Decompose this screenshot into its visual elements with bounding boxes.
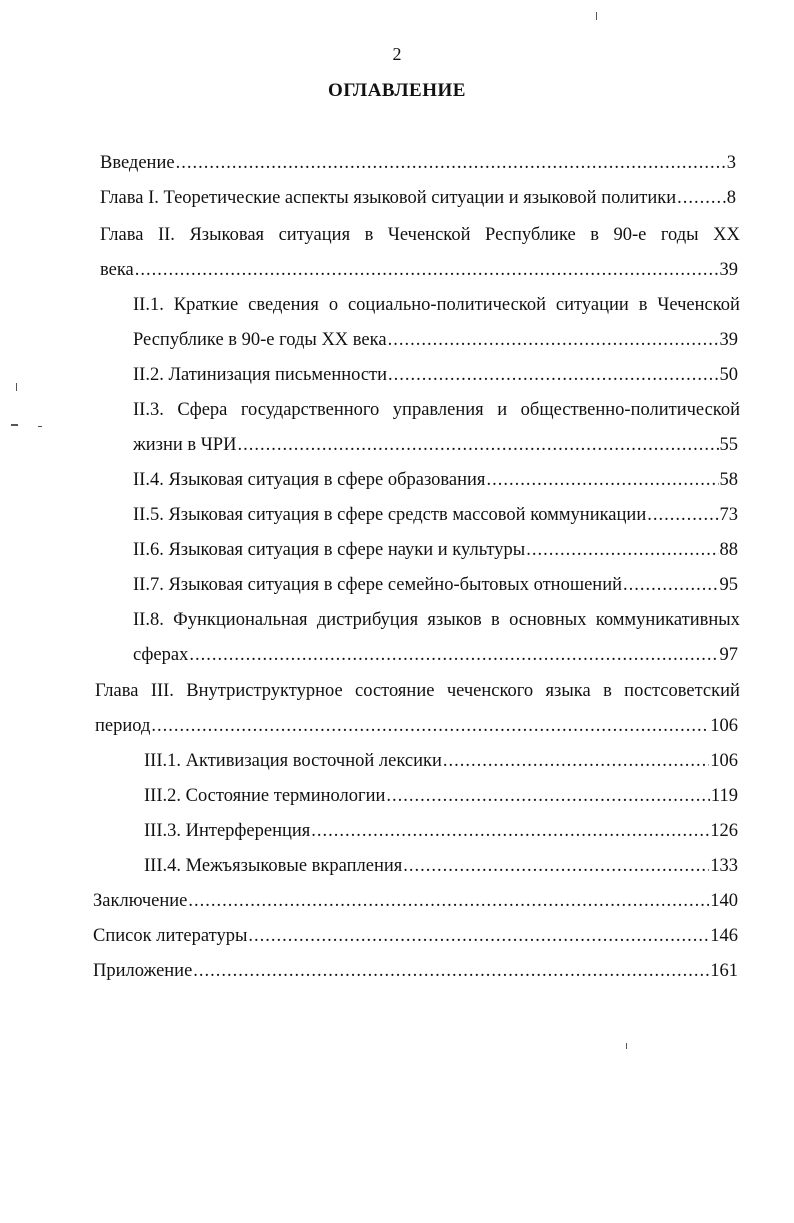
toc-page-number: 58 [719,470,738,490]
word: в [491,610,500,630]
leader-dots [526,535,718,565]
toc-page-number: 55 [719,435,738,455]
toc-entry-section-2-4[interactable] [133,465,738,495]
toc-title: ОГЛАВЛЕНИЕ [328,80,466,101]
toc-page-number: 106 [710,751,738,771]
word: ситуация [278,225,351,245]
toc-entry-section-2-3[interactable] [133,395,740,425]
toc-page-number: 73 [719,505,738,525]
toc-entry-label: период [95,716,151,736]
word: Республике [485,225,576,245]
word: общественно-политической [520,400,740,420]
toc-page-number: 8 [726,188,736,208]
toc-entry-section-2-7[interactable] [133,570,738,600]
word: дистрибуция [316,610,419,630]
toc-entry-label: Глава I. Теоретические аспекты языковой ситуации и языковой политики [100,188,677,208]
leader-dots [237,430,718,460]
leader-dots [311,816,709,846]
toc-entry-label: III.1. Активизация восточной лексики [144,751,442,771]
toc-entry-label: II.4. Языковая ситуация в сфере образования [133,470,486,490]
toc-entry-label: II.5. Языковая ситуация в сфере средств массовой коммуникации [133,505,647,525]
leader-dots [176,148,726,178]
scan-speck [16,383,17,391]
toc-entry-label: жизни в ЧРИ [133,435,237,455]
toc-entry-chapter-2[interactable] [100,220,740,250]
toc-entry-label: Введение [100,153,175,173]
word: Глава [100,225,144,245]
toc-entry-section-3-3[interactable] [144,816,738,846]
toc-entry-label: Приложение [93,961,193,981]
toc-entry-appendix[interactable] [93,956,738,986]
toc-page-number: 88 [719,540,738,560]
leader-dots [623,570,719,600]
word: и [497,400,508,420]
word: постсоветский [624,681,740,701]
toc-entry-label: Республике в 90-е годы XX века [133,330,387,350]
toc-page-number: 3 [726,153,736,173]
toc-entry-chapter-1[interactable] [100,183,736,213]
toc-entry-chapter-3-cont[interactable] [95,711,738,741]
leader-dots [193,956,709,986]
page-number: 2 [392,44,402,64]
word: чеченского [446,681,534,701]
toc-page-number: 161 [710,961,738,981]
toc-entry-label: II.2. Латинизация письменности [133,365,388,385]
word: Сфера [177,400,228,420]
word: языка [545,681,591,701]
toc-page-number: 97 [719,645,738,665]
word: состояние [355,681,435,701]
toc-entry-label: II.6. Языковая ситуация в сфере науки и культуры [133,540,526,560]
leader-dots [189,640,718,670]
word: коммуникативных [595,610,740,630]
word: государственного [240,400,380,420]
toc-entry-section-2-5[interactable] [133,500,738,530]
scan-speck [11,424,18,426]
word: ситуации [555,295,629,315]
toc-entry-section-2-8[interactable] [133,605,740,635]
toc-page-number: 106 [710,716,738,736]
toc-entry-label: Список литературы [93,926,248,946]
word: Функциональная [173,610,308,630]
word: Чеченской [387,225,471,245]
word: основных [509,610,587,630]
toc-entry-section-3-1[interactable] [144,746,738,776]
toc-entry-section-2-3-cont[interactable] [133,430,738,460]
word: управления [392,400,484,420]
leader-dots [388,325,719,355]
leader-dots [188,886,709,916]
toc-entry-section-2-1[interactable] [133,290,740,320]
word: Краткие [173,295,239,315]
leader-dots [248,921,709,951]
word: II.1. [133,295,164,315]
toc-page-number: 126 [710,821,738,841]
word: в [638,295,648,315]
word: в [603,681,612,701]
toc-entry-conclusion[interactable] [93,886,738,916]
toc-entry-label: III.4. Межъязыковые вкрапления [144,856,403,876]
word: III. [150,681,174,701]
word: сведения [248,295,319,315]
toc-entry-introduction[interactable] [100,148,736,178]
scan-speck [38,426,42,427]
leader-dots [386,781,710,811]
leader-dots [403,851,709,881]
word: II.8. [133,610,164,630]
word: Чеченской [657,295,740,315]
word: Внутриструктурное [186,681,343,701]
word: Языковая [189,225,265,245]
leader-dots [647,500,718,530]
word: в [590,225,599,245]
scan-speck [626,1043,627,1049]
toc-entry-chapter-3[interactable] [95,676,740,706]
toc-entry-section-3-4[interactable] [144,851,738,881]
word: годы [660,225,699,245]
word: XX [713,225,740,245]
leader-dots [486,465,718,495]
toc-page-number: 133 [710,856,738,876]
toc-page-number: 95 [719,575,738,595]
toc-page-number: 140 [710,891,738,911]
toc-page-number: 50 [719,365,738,385]
toc-entry-label: века [100,260,134,280]
toc-page-number: 146 [710,926,738,946]
toc-page-number: 39 [719,330,738,350]
toc-entry-section-2-6[interactable] [133,535,738,565]
toc-entry-label: Заключение [93,891,188,911]
toc-entry-section-2-2[interactable] [133,360,738,390]
word: социально-политической [347,295,546,315]
word: II.3. [133,400,164,420]
leader-dots [677,183,726,213]
scan-speck [596,12,597,20]
toc-page-number: 119 [710,786,738,806]
toc-entry-section-2-1-cont[interactable] [133,325,738,355]
leader-dots [151,711,709,741]
toc-entry-section-2-8-cont[interactable] [133,640,738,670]
toc-entry-section-3-2[interactable] [144,781,738,811]
word: Глава [95,681,139,701]
toc-entry-chapter-2-cont[interactable] [100,255,738,285]
leader-dots [135,255,719,285]
word: в [364,225,374,245]
toc-entry-references[interactable] [93,921,738,951]
toc-entry-label: сферах [133,645,189,665]
leader-dots [388,360,718,390]
toc-entry-label: II.7. Языковая ситуация в сфере семейно-бытовых отношений [133,575,622,595]
word: о [328,295,339,315]
leader-dots [443,746,709,776]
toc-entry-label: III.3. Интерференция [144,821,311,841]
word: 90-е [613,225,647,245]
word: II. [157,225,175,245]
toc-page-number: 39 [719,260,738,280]
word: языков [427,610,482,630]
toc-entry-label: III.2. Состояние терминологии [144,786,386,806]
